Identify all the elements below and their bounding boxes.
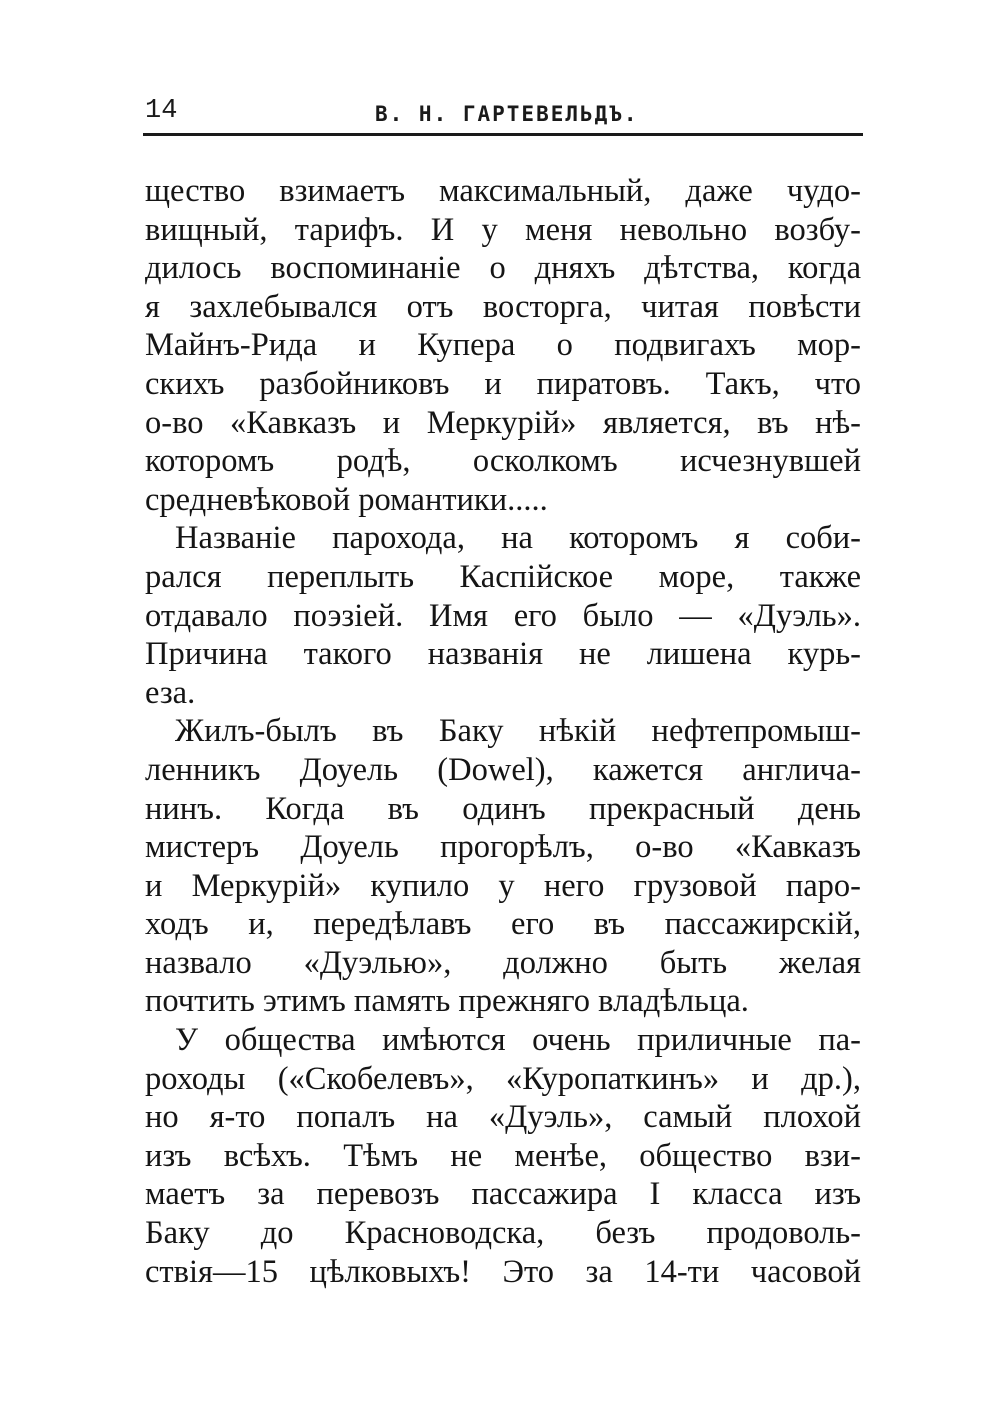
text-line: вищный, тарифъ. И у меня невольно возбу- — [145, 211, 861, 248]
header-rule — [143, 133, 863, 136]
text-line: У общества имѣются очень приличные па- — [175, 1022, 861, 1059]
page-number: 14 — [145, 96, 178, 126]
text-line: мистеръ Доуель прогорѣлъ, о-во «Кавказъ — [145, 829, 861, 866]
paragraph — [145, 712, 861, 1021]
text-line: дилось воспоминаніе о дняхъ дѣтства, когда — [145, 250, 861, 287]
text-line: средневѣковой романтики..... — [145, 481, 548, 518]
page-body-text — [145, 172, 861, 1291]
text-line: которомъ родѣ, осколкомъ исчезнувшей — [145, 443, 861, 480]
text-line: Баку до Красноводска, безъ продоволь- — [145, 1215, 861, 1252]
text-line: рался переплыть Каспійское море, также — [145, 558, 861, 595]
text-line: Причина такого названія не лишена курь- — [145, 636, 861, 673]
running-head-author: В. Н. ГАРТЕВЕЛЬДЪ. — [375, 102, 639, 126]
text-line: я захлебывался отъ восторга, читая повѣсти — [145, 288, 861, 325]
text-line: ленникъ Доуель (Dowel), кажется англича- — [145, 751, 861, 788]
text-line: Майнъ-Рида и Купера о подвигахъ мор- — [145, 327, 861, 364]
text-line: скихъ разбойниковъ и пиратовъ. Такъ, что — [145, 365, 861, 402]
text-line: назвало «Дуэлью», должно быть желая — [145, 944, 861, 981]
text-line: но я-то попалъ на «Дуэль», самый плохой — [145, 1099, 861, 1136]
text-line: ходъ и, передѣлавъ его въ пассажирскій, — [145, 906, 861, 943]
text-line: щество взимаетъ максимальный, даже чудо- — [145, 173, 861, 209]
text-line: еза. — [145, 674, 196, 711]
text-line: роходы («Скобелевъ», «Куропаткинъ» и др.), — [145, 1060, 861, 1097]
text-line: и Меркурій» купило у него грузовой паро- — [145, 867, 861, 904]
text-line: нинъ. Когда въ одинъ прекрасный день — [145, 790, 861, 827]
text-line: маетъ за перевозъ пассажира I класса изъ — [145, 1176, 861, 1213]
page-header — [145, 96, 862, 130]
paragraph — [145, 172, 861, 519]
text-line: Названіе парохода, на которомъ я соби- — [175, 520, 861, 557]
paragraph — [145, 1021, 861, 1291]
text-line: Жилъ-былъ въ Баку нѣкій нефтепромыш- — [175, 713, 861, 750]
text-line: изъ всѣхъ. Тѣмъ не менѣе, общество взи- — [145, 1137, 861, 1174]
text-line: о-во «Кавказъ и Меркурій» является, въ нѣ- — [145, 404, 861, 441]
text-line: отдавало поэзіей. Имя его было — «Дуэль». — [145, 597, 861, 634]
paragraph — [145, 519, 861, 712]
text-line: почтить этимъ память прежняго владѣльца. — [145, 983, 749, 1020]
text-line: ствія—15 цѣлковыхъ! Это за 14-ти часовой — [145, 1253, 861, 1290]
